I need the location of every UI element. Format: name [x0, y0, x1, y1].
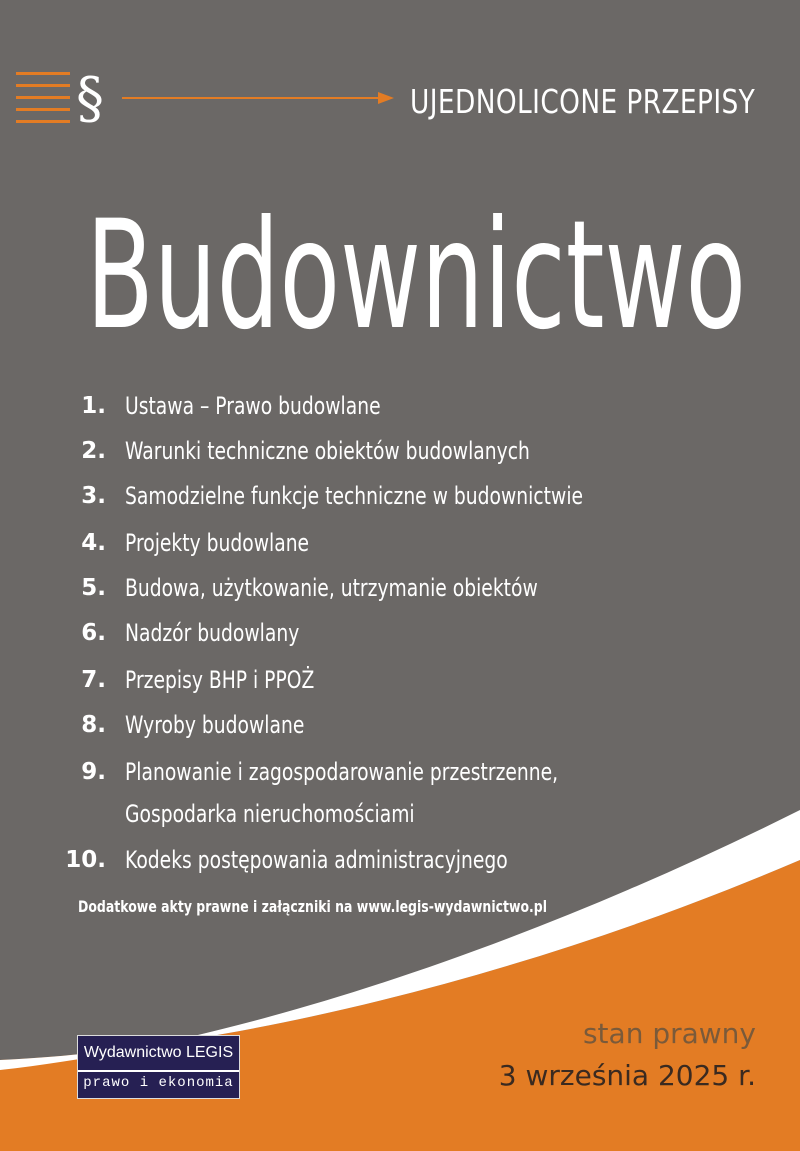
- legal-status-date: 3 września 2025 r.: [498, 1059, 756, 1092]
- toc-item: [0, 754, 800, 844]
- toc-number: 7.: [81, 667, 106, 693]
- toc-text: Samodzielne funkcje techniczne w budownictwie: [125, 482, 584, 510]
- toc-text: Wyroby budowlane: [125, 711, 305, 739]
- series-title: UJEDNOLICONE PRZEPISY: [410, 82, 756, 121]
- legal-status-label: stan prawny: [582, 1017, 756, 1050]
- toc-item: [0, 433, 800, 477]
- toc-text-continued: Gospodarka nieruchomościami: [125, 800, 415, 828]
- toc-item: [0, 707, 800, 751]
- toc-text: Warunki techniczne obiektów budowlanych: [125, 437, 530, 465]
- toc-text: Nadzór budowlany: [125, 619, 300, 647]
- toc-item: [0, 525, 800, 569]
- toc-item: [0, 842, 800, 886]
- publisher-logo: [77, 1035, 240, 1099]
- toc-item: [0, 570, 800, 614]
- toc-text: Planowanie i zagospodarowanie przestrzenne,: [125, 758, 559, 786]
- toc-number: 4.: [81, 530, 106, 556]
- legal-status: [499, 1014, 756, 1098]
- book-title: Budownictwo: [86, 189, 747, 363]
- section-sign-icon: §: [76, 66, 104, 131]
- toc-item: [0, 478, 800, 522]
- publisher-tagline: prawo i ekonomia: [78, 1070, 239, 1094]
- toc-text: Budowa, użytkowanie, utrzymanie obiektów: [125, 574, 538, 602]
- stripes-icon: [16, 72, 70, 132]
- additional-acts-note: Dodatkowe akty prawne i załączniki na www.legis-wydawnictwo.pl: [78, 897, 548, 916]
- publisher-name: Wydawnictwo LEGIS: [83, 1044, 234, 1061]
- toc-item: [0, 388, 800, 432]
- toc-text: Przepisy BHP i PPOŻ: [125, 666, 315, 694]
- series-header: [0, 0, 800, 140]
- toc-text: Ustawa – Prawo budowlane: [125, 392, 381, 420]
- toc-number: 8.: [81, 712, 106, 738]
- toc-number: 10.: [65, 847, 106, 873]
- toc-text: Kodeks postępowania administracyjnego: [125, 846, 508, 874]
- toc-text: Projekty budowlane: [125, 529, 310, 557]
- toc-number: 9.: [81, 759, 106, 785]
- arrow-right-icon: [122, 90, 394, 106]
- toc-number: 3.: [81, 483, 106, 509]
- toc-number: 5.: [81, 575, 106, 601]
- toc-number: 2.: [81, 438, 106, 464]
- toc-item: [0, 662, 800, 706]
- toc-number: 1.: [81, 393, 106, 419]
- toc-number: 6.: [81, 620, 106, 646]
- toc-item: [0, 615, 800, 659]
